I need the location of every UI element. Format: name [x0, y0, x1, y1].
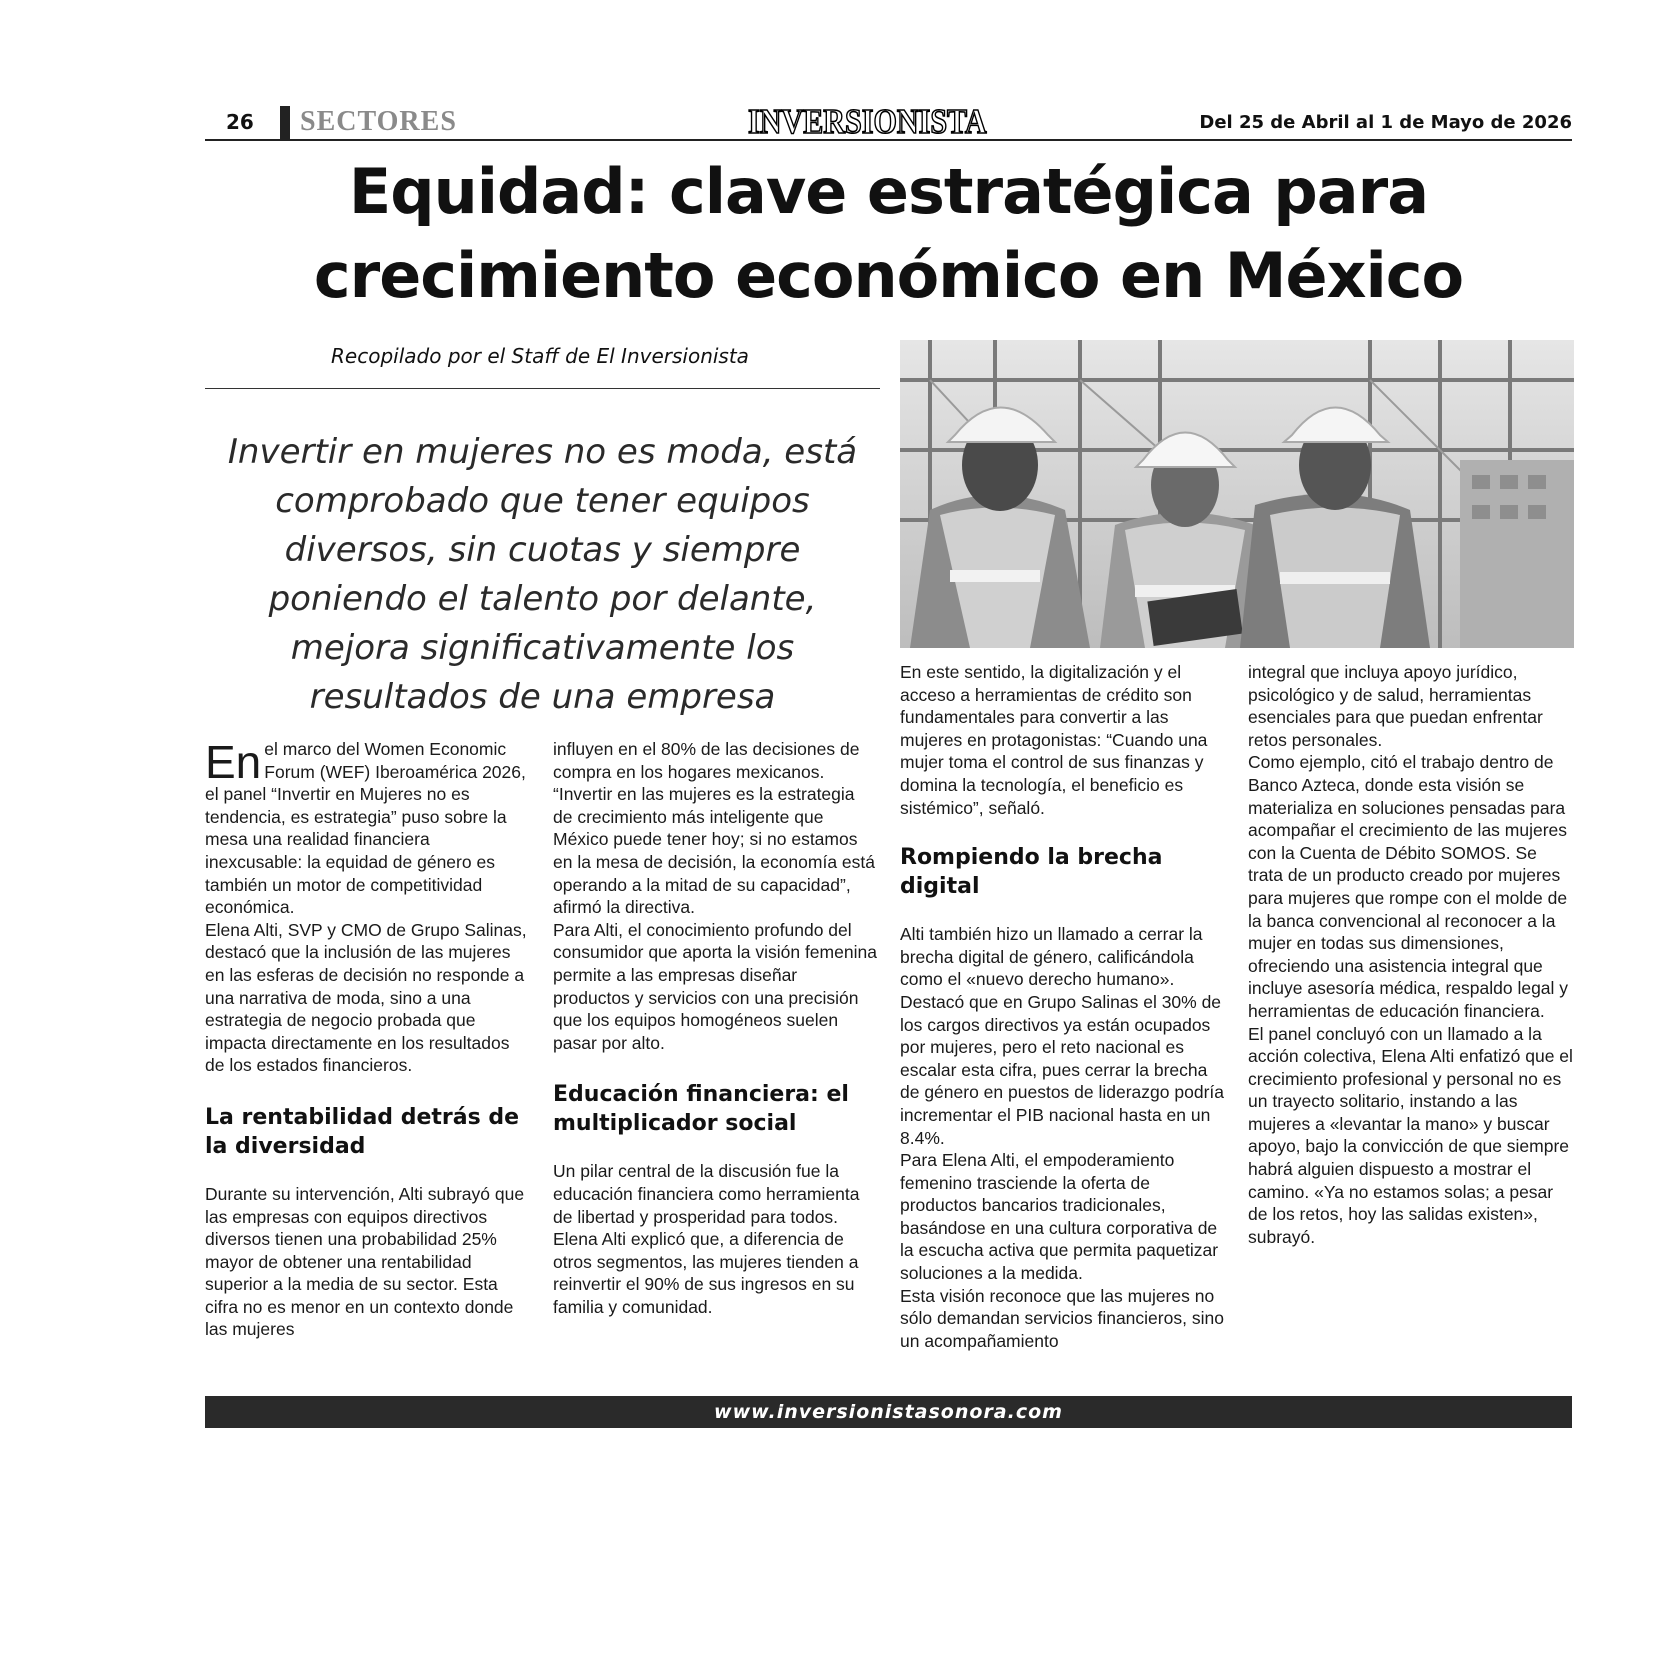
article-paragraph: “Invertir en las mujeres es la estrategia de crecimiento más inteligente que México puede tener hoy; si no estamos en la mesa de decisión, la economía está operando a la mitad de su capacidad”, afirmó la directiva.	[553, 784, 875, 918]
article-column-4	[1248, 661, 1574, 1248]
masthead-logo: INVERSIONISTA	[748, 103, 987, 139]
article-paragraph: Un pilar central de la discusión fue la educación financiera como herramienta de libertad y prosperidad para todos.	[553, 1161, 860, 1227]
subhead-brecha-digital: Rompiendo la brecha digital	[900, 845, 1163, 900]
article-paragraph: Como ejemplo, citó el trabajo dentro de Banco Azteca, donde esta visión se materializa en soluciones pensadas para acompañar el crecimiento de las mujeres con la Cuenta de Débito SOMOS. Se trata de un producto creado por mujeres para mujeres que rompe con el molde de la banca convencional al reconocer a la mujer en todas sus dimensiones, ofreciendo una asistencia integral que incluye asesoría médica, respaldo legal y herramientas de educación financiera.	[1248, 752, 1569, 1021]
article-paragraph: El panel concluyó con un llamado a la acción colectiva, Elena Alti enfatizó que el crecimiento profesional y personal no es un trayecto solitario, instando a las mujeres a «levantar la mano» y buscar apoyo, bajo la convicción de que siempre habrá alguien dispuesto a mostrar el camino. «Ya no estamos solas; a pesar de los retos, hoy las salidas existen», subrayó.	[1248, 1023, 1573, 1247]
subhead-educacion: Educación financiera: el multiplicador social	[553, 1082, 849, 1137]
subhead-rentabilidad: La rentabilidad detrás de la diversidad	[205, 1104, 519, 1159]
article-paragraph: Elena Alti, SVP y CMO de Grupo Salinas, destacó que la inclusión de las mujeres en las esferas de decisión no responde a una narrativa de moda, sino a una estrategia de negocio probada que impacta directamente en los resultados de los estados financieros.	[205, 919, 527, 1076]
article-column-3	[900, 661, 1225, 1352]
byline-rule	[205, 388, 880, 389]
article-column-1	[205, 738, 530, 1341]
page-number: 26	[226, 110, 254, 134]
section-marker	[280, 106, 290, 140]
article-photo	[900, 340, 1574, 648]
article-paragraph: integral que incluya apoyo jurídico, psicológico y de salud, herramientas esenciales para que puedan enfrentar retos personales.	[1248, 662, 1543, 750]
headline-line-1: Equidad: clave estratégica para	[348, 155, 1429, 228]
article-paragraph: Alti también hizo un llamado a cerrar la brecha digital de género, calificándola como el «nuevo derecho humano». Destacó que en Grupo Salinas el 30% de los cargos directivos ya están ocupados por mujeres, pero el reto nacional es escalar esta cifra, pues cerrar la brecha de género en puestos de liderazgo podría incrementar el PIB nacional hasta en un 8.4%.	[900, 924, 1224, 1148]
headline	[205, 150, 1572, 318]
article-paragraph: influyen en el 80% de las decisiones de compra en los hogares mexicanos.	[553, 739, 860, 782]
article-paragraph: En este sentido, la digitalización y el acceso a herramientas de crédito son fundamentales para convertir a las mujeres en protagonistas: “Cuando una mujer toma el control de sus finanzas y domina la tecnología, el beneficio es sistémico”, señaló.	[900, 662, 1208, 818]
article-paragraph: En el marco del Women Economic Forum (WEF) Iberoamérica 2026, el panel “Invertir en Mujeres no es tendencia, es estrategia” puso sobre la mesa una realidad financiera inexcusable: la equidad de género es también un motor de competitividad económica.	[205, 736, 526, 918]
drop-cap: En	[205, 736, 262, 788]
article-paragraph: Esta visión reconoce que las mujeres no sólo demandan servicios financieros, sino un acompañamiento	[900, 1285, 1224, 1351]
article-paragraph: Para Elena Alti, el empoderamiento femenino trasciende la oferta de productos bancarios tradicionales, basándose en una cultura corporativa de la escucha activa que permita paquetizar soluciones a la medida.	[900, 1150, 1219, 1284]
headline-line-2: crecimiento económico en México	[313, 239, 1464, 312]
byline: Recopilado por el Staff de El Inversionista	[331, 344, 749, 368]
footer-url: www.inversionistasonora.com	[714, 1401, 1063, 1423]
article-column-2	[553, 738, 878, 1318]
article-paragraph: Durante su intervención, Alti subrayó que las empresas con equipos directivos diversos tienen una probabilidad 25% mayor de obtener una rentabilidad superior a la media de su sector. Esta cifra no es menor en un contexto donde las mujeres	[205, 1183, 525, 1340]
article-paragraph: Elena Alti explicó que, a diferencia de otros segmentos, las mujeres tienden a reinvertir el 90% de sus ingresos en su familia y comunidad.	[553, 1229, 859, 1317]
article-paragraph: Para Alti, el conocimiento profundo del consumidor que aporta la visión femenina permite a las empresas diseñar productos y servicios con una precisión que los equipos homogéneos suelen pasar por alto.	[553, 919, 877, 1053]
header-rule	[205, 139, 1572, 141]
pull-quote: Invertir en mujeres no es moda, está comprobado que tener equipos diversos, sin cuotas y siempre poniendo el talento por delante, mejora significativamente los resultados de una empresa	[227, 432, 858, 717]
issue-date: Del 25 de Abril al 1 de Mayo de 2026	[1199, 112, 1572, 133]
section-name: SECTORES	[300, 106, 457, 137]
